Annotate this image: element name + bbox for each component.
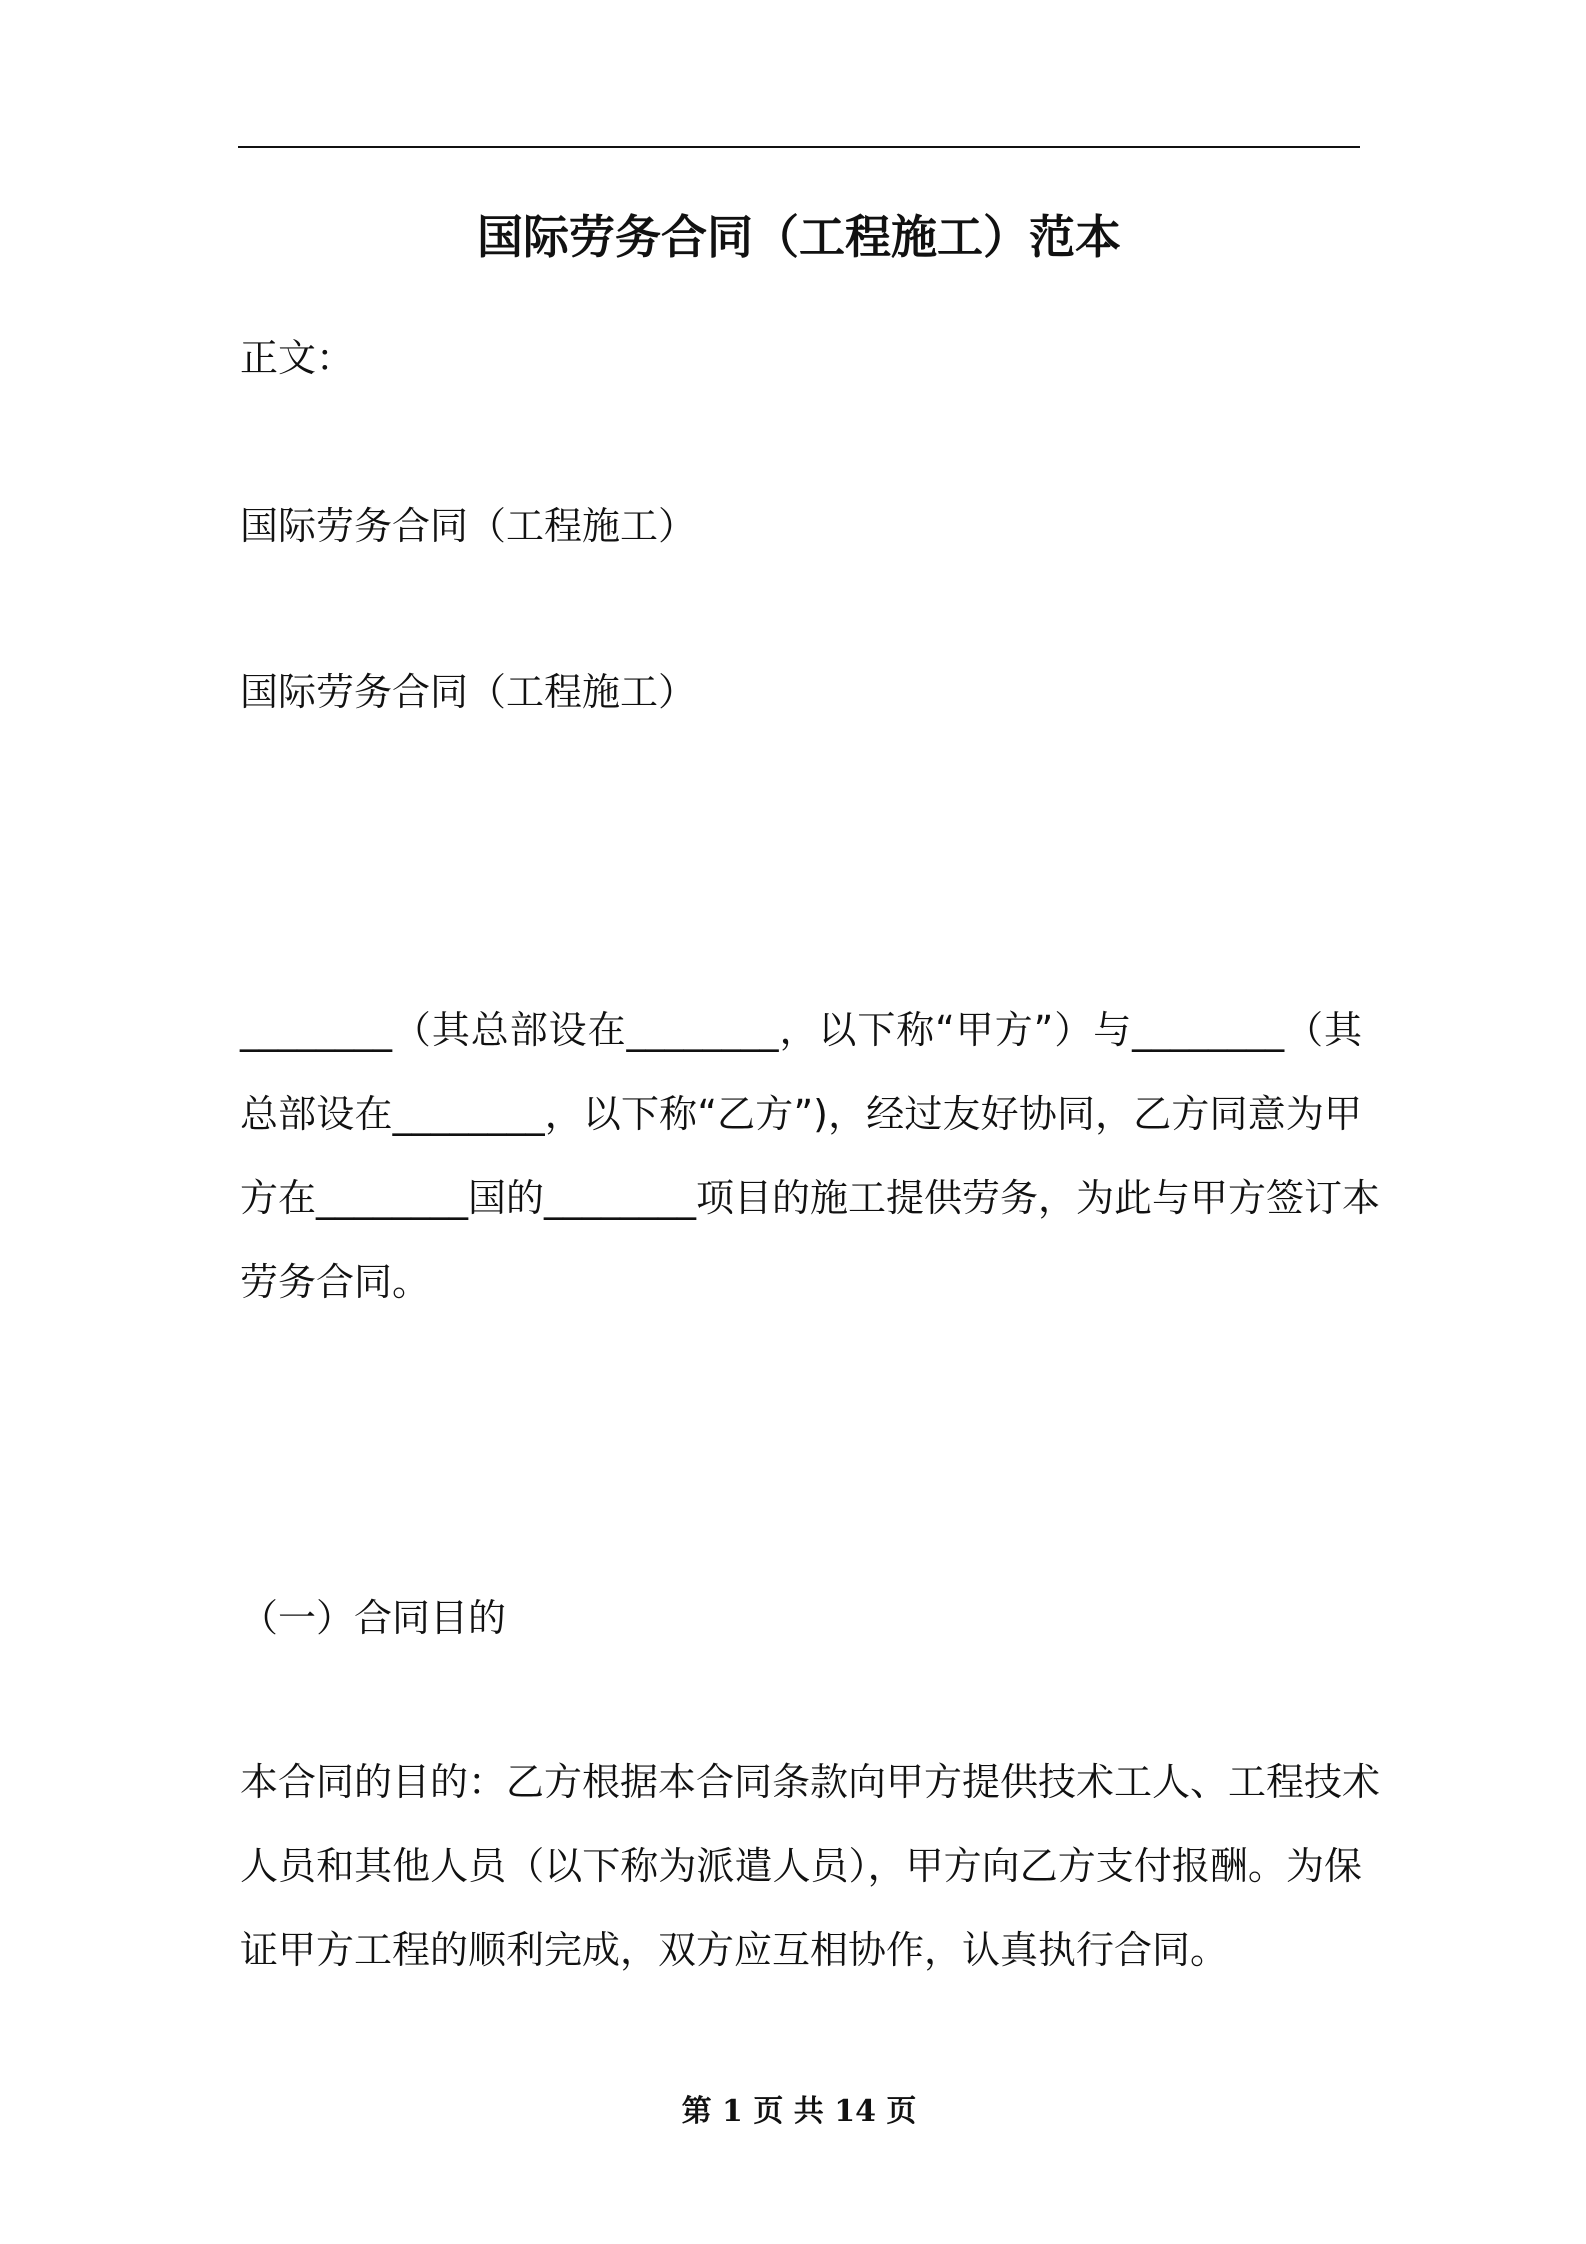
contract-subtitle: 国际劳务合同（工程施工） xyxy=(240,504,697,548)
paragraph-line: ________（其总部设在________，以下称“甲方”）与________（其 xyxy=(240,1008,1362,1052)
document-title: 国际劳务合同（工程施工）范本 xyxy=(477,210,1121,264)
section-paragraph xyxy=(240,1740,1381,1992)
preamble-paragraph xyxy=(240,988,1381,1324)
body-label: 正文： xyxy=(240,336,355,380)
contract-subtitle: 国际劳务合同（工程施工） xyxy=(240,670,697,714)
paragraph-line: 方在________国的________项目的施工提供劳务，为此与甲方签订本 xyxy=(240,1176,1381,1220)
paragraph-line: 本合同的目的：乙方根据本合同条款向甲方提供技术工人、工程技术 xyxy=(240,1760,1381,1804)
section-heading: （一）合同目的 xyxy=(240,1596,507,1640)
paragraph-line: 劳务合同。 xyxy=(240,1260,431,1304)
page-number-footer: 第 1 页 共 14 页 xyxy=(681,2094,917,2129)
paragraph-line: 总部设在________，以下称“乙方”)，经过友好协同，乙方同意为甲 xyxy=(240,1092,1362,1136)
header-rule xyxy=(238,146,1360,148)
paragraph-line: 人员和其他人员（以下称为派遣人员），甲方向乙方支付报酬。为保 xyxy=(240,1844,1362,1888)
paragraph-line: 证甲方工程的顺利完成，双方应互相协作，认真执行合同。 xyxy=(240,1928,1229,1972)
